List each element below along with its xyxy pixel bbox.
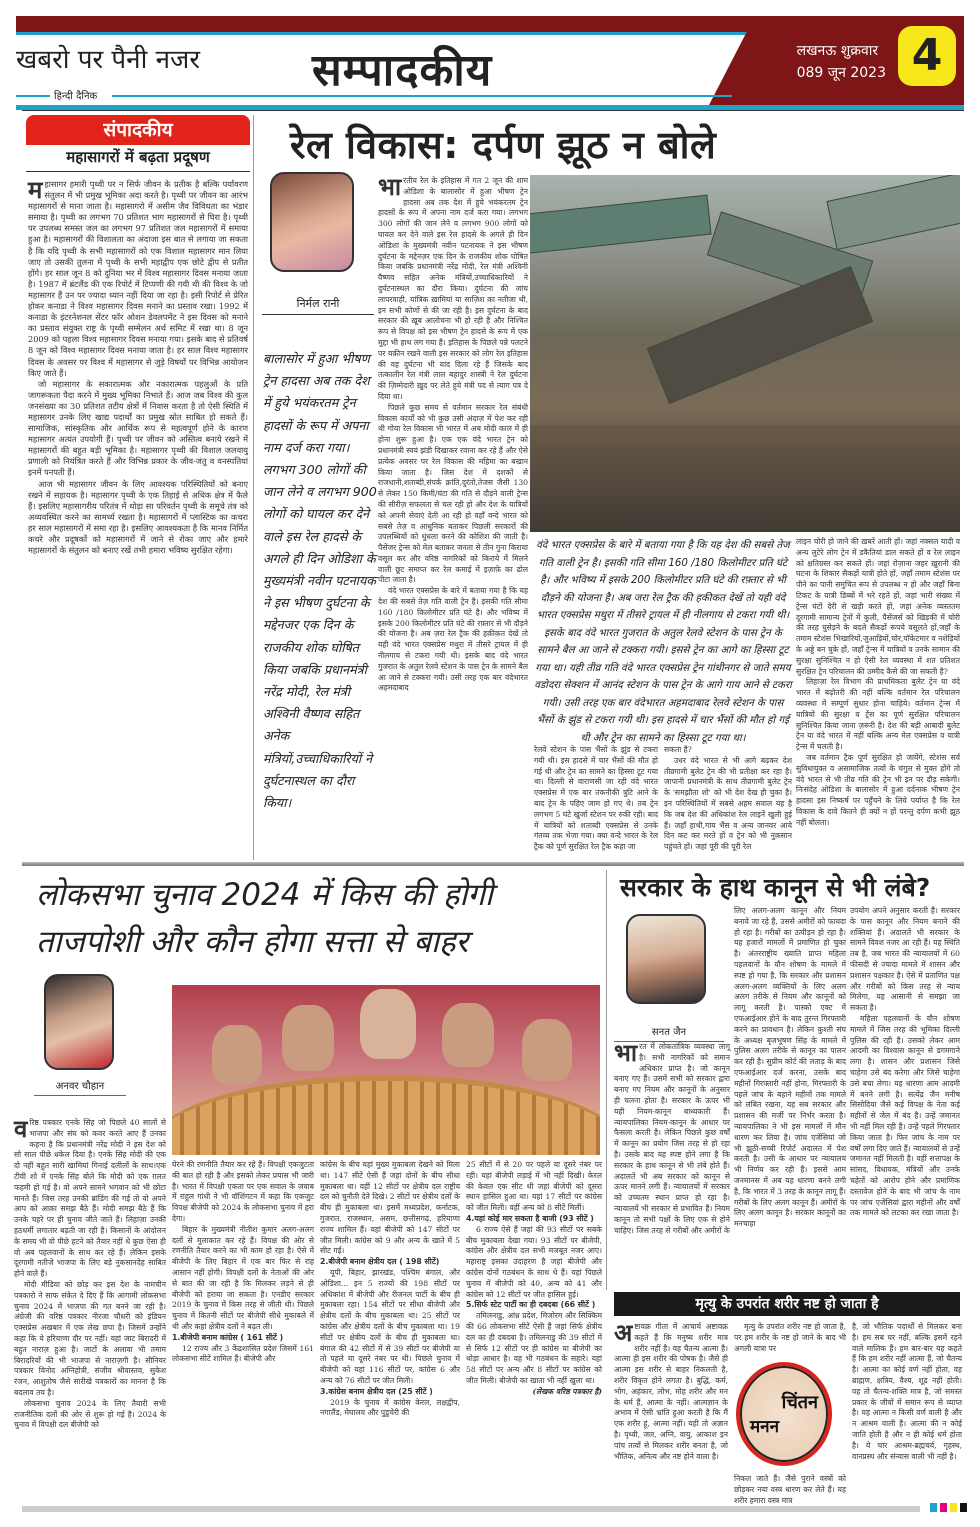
dateline-city-day: लखनऊ शुक्रवार xyxy=(796,43,879,59)
chintan-column: अष्टावक्र गीता में आचार्य अष्टावक्र कहते हैं कि मनुष्य शरीर मात्र शरीर नहीं है। वह चैतन्य आत्मा है। आत्मा ही इस शरीर की पोषक है। जैसे ही आत्मा इस शरीर से बाहर निकलती है, शरीर विकृत होने लगता है। बुद्धि, कर्म, भोग, अहंकार, लोभ, मोह शरीर और मन के धर्म हैं, आत्मा के नहीं। आत्मज्ञान के अभाव में ऐसी भ्रांति हुआ करती है कि मैं एक शरीर हूं, आत्मा नहीं। यही तो अज्ञान है। पृथ्वी, जल, अग्नि, वायु, आकाश इन पांच तत्वों से मिलकर शरीर बनता है, जो भौतिक, अनित्य और नष्ट होने वाला है। xyxy=(614,1319,728,1461)
loksabha-headline: लोकसभा चुनाव 2024 में किस की होगी ताजपोशी और कौन होगा सत्ता से बाहर xyxy=(36,877,493,960)
editorial-column xyxy=(22,115,254,860)
loksabha-column: 25 सीटों में से 20 पर पहले या दूसरे नंबर पर रही। यहां बीजेपी लड़ाई में भी नहीं दिखी। केरल की केवल एक सीट थी जहां बीजेपी को दूसरा स्थान हासिल हुआ था। यहां 17 सीटों पर कांग्रेस को जीत मिली। वहीं अन्य को 8 सीटें मिलीं। 4.यहां कोई मार सकता है बाजी (93 सीटें ) 6 राज्य ऐसे हैं जहां की 93 सीटों पर सबके बीच मुकाबला देखा गया। 93 सीटों पर बीजेपी, कांग्रेस और क्षेत्रीय दल सभी मजबूत नजर आए। महाराष्ट्र इसका उदाहरण है जहां बीजेपी और कांग्रेस दोनों गठबंधन के साथ थे हैं। यहां पिछले चुनाव में बीजेपी को 40, अन्य को 41 और कांग्रेस को 12 सीटों पर जीत हासिल हुई। 5.सिर्फ स्टेट पार्टी का ही दबदबा (66 सीटें ) तमिलनाडु, आंध्र प्रदेश, मिजोरम और सिक्किम की 66 लोकसभा सीटें ऐसी हैं जहां सिर्फ क्षेत्रीय दल का ही दबदबा है। तमिलनाडु की 39 सीटों में से सिर्फ 12 सीटों पर ही कांग्रेस या बीजेपी का थोड़ा आधार है। वह भी गठबंधन के सहारे। यहां 58 सीटों पर अन्य और 8 सीटों पर कांग्रेस को जीत मिली। बीजेपी का खाता भी नहीं खुला था। (लेखक वरिष्ठ पत्रकार है) xyxy=(466,1160,602,1396)
dropcap: भा xyxy=(614,1039,638,1067)
pull-quote: बालासोर में हुआ भीषण ट्रेन हादसा अब तक देश में हुये भयंकरतम ट्रेन हादसों के रूप में अपना नाम दर्ज करा गया। लगभग 300 लोगों की जान लेने व लगभग 900 लोगों को घायल कर देने वाले इस रेल हादसे के अगले ही दिन ओडिशा के मुख्यमंत्री नवीन पटनायक ने इस भीषण दुर्घटना के मद्देनजर एक दिन के राजकीय शोक घोषित किया जबकि प्रधानमंत्री नरेंद्र मोदी, रेल मंत्री अश्विनी वैष्णव सहित अनेक मंत्रियों,उच्चाधिकारियों ने दुर्घटनास्थल का दौरा किया। xyxy=(263,351,377,811)
sarkar-column: लिए अलग-अलग कानून और नियम बनाये जा रहे हैं, उससे अमीरों को फायदा हो रहा है। गरीबों का उत्पीड़न हो रहा है। यह हजारों मामलों में प्रमाणित हो चुका है। अंतरराष्ट्रीय ख्याति प्राप्त महिला पहलवानों के यौन शोषण के मामले में स्पष्ट हो गया है, कि सरकार और प्रशासन अलग-अलग व्यक्तियों के लिए अलग अलग तरीके से नियम और कानूनों को लागू करती है। पास्को एक्ट में एफआईआर होने के बाद तुरन्त गिरफ्तारी करने का प्रावधान है। लेकिन कुश्ती संघ के अध्यक्ष बृजभूषण सिंह के मामले में पुलिस अलग तरीके से कानून का पालन कर रही है। सुप्रीम कोर्ट की लताड़ के बाद एफआईआर दर्ज करना, उसके बाद महीनों गिरफ्तारी नहीं होना, गिरफ्तारी के पहले जांच के बहाने महीनों तक मामले को लंबित रखना, यह सब सरकार और प्रशासन की मर्जी पर निर्भर करता है। न्यायपालिका ने भी इस मामलों में मौन धारण कर लिया है। जांच एजेंसियां जो भी झूठी-सच्ची रिपोर्ट अदालत में पेश करती है। उसी के आधार पर न्यायालय भी निर्णय कर रही हैं। इससे आम जनमानस में अब यह धारणा बनने लगी है, कि भारत में 3 तरह के कानून लागू हैं। गरीबों के लिए अलग कानून हैं। अमीरों के लिए अलग कानून है। सरकार कानूनों का मनचाहा xyxy=(734,906,846,1229)
subheading: 4.यहां कोई मार सकता है बाजी (93 सीटें ) xyxy=(466,1213,594,1223)
paragraph: वंदे भारत एक्सप्रेस के बारे में बताया गया है कि यह देश की सबसे तेज़ गति वाली ट्रेन है। इसकी गति सीमा 160 /180 किलोमीटर प्रति घंटे है। और भविष्य में इसके 200 किलोमीटर प्रति घंटे की रफ़्तार से भी दौड़ने की योजना है। अब ज़रा रेल ट्रैक की हक़ीक़त देखें तो यही वंदे भारत एक्सप्रेस मथुरा में तीसरे ट्रायल में ही नीलगाय से टकरा गयी थी। इसके बाद वंदे भारत गुजरात के अतुल रेलवे स्टेशन के पास ट्रेन के सामने बैल आ जाने से टक्करा गयी। उसी तरह एक बार वंदेभारत अहमदाबाद xyxy=(378,586,528,693)
subheading: 5.सिर्फ स्टेट पार्टी का ही दबदबा (66 सीटें ) xyxy=(466,1300,596,1310)
dropcap: व xyxy=(14,1115,28,1143)
paragraph: 6 राज्य ऐसे हैं जहां की 93 सीटों पर सबके बीच मुकाबला देखा गया। 93 सीटों पर बीजेपी, कांग्रेस और क्षेत्रीय दल सभी मजबूत नजर आए। महाराष्ट्र इसका उदाहरण है जहां बीजेपी और कांग्रेस दोनों गठबंधन के साथ थे हैं। यहां पिछले चुनाव में बीजेपी को 40, अन्य को 41 और कांग्रेस को 12 सीटों पर जीत हासिल हुई। xyxy=(466,1224,602,1299)
sarkar-column: उपयोग अपने अनुसार करती है। सरकार के पास कानून और नियम बनाने की शक्तियां हैं। अदालतें भी सरकार के सामने विवश नजर आ रही हैं। यह स्थिति तब है, जब भारत की न्यायालयों में 60 फीसदी से ज्यादा मामले में शासन और प्रशासन पक्षकार है। ऐसे में प्रताणित पक्ष और गरीबों को किस तरह से न्याय मिलेगा, यह आसानी से समझा जा सकता है। महिला पहलवानों के यौन शोषण मामले में जिस तरह की भूमिका दिल्ली पुलिस की रही है। उसको लेकर आम आदमी का विश्वास कानून से डगमगाने लगा है। शासन और प्रशासन जिसे चाहेगा उसे बंद करेगा और जिसे चाहेगा उसे बचा लेगा। यह धारणा आम आदमी में बनने लगी है। सत्येंद्र जैन मनीष सिसोदिया जैसे कई विपक्ष के नेता कई महीनों से जेल में बंद है। उन्हें जमानत भी नहीं मिल रही है। उन्हें पहले गिरफ्तार किया जाता है। फिर जांच के नाम पर वर्षों लगा दिए जाते हैं। न्यायालयों से उन्हें जमानत नहीं मिलती है। वहीं सत्तापक्ष के सांसद, विधायक, मंत्रियों और उनके चहेतों को आरोप होने और प्रमाणिक दस्तावेज होने के बाद भी जांच के नाम पर जांच एजेंसियां द्वारा महीनों और वर्षों तक मामले को लटका कर रखा जाता है। xyxy=(850,906,961,1218)
section-divider xyxy=(22,862,964,866)
dropcap: भा xyxy=(378,173,402,201)
paragraph: महिला पहलवानों के यौन शोषण मामले में जिस तरह की भूमिका दिल्ली पुलिस की रही है। उसको लेकर आम आदमी का विश्वास कानून से डगमगाने लगा है। शासन और प्रशासन जिसे चाहेगा उसे बंद करेगा और जिसे चाहेगा उसे बचा लेगा। यह धारणा आम आदमी में बनने लगी है। सत्येंद्र जैन मनीष सिसोदिया जैसे कई विपक्ष के नेता कई महीनों से जेल में बंद है। उन्हें जमानत भी नहीं मिल रही है। उन्हें पहले गिरफ्तार किया जाता है। फिर जांच के नाम पर वर्षों लगा दिए जाते हैं। न्यायालयों से उन्हें जमानत नहीं मिलती है। वहीं सत्तापक्ष के सांसद, विधायक, मंत्रियों और उनके चहेतों को आरोप होने और प्रमाणिक दस्तावेज होने के बाद भी जांच के नाम पर जांच एजेंसियां द्वारा महीनों और वर्षों तक मामले को लटका कर रखा जाता है। xyxy=(850,1013,961,1218)
chintan-column: मृत्यु के उपरांत शरीर नष्ट हो जाता है, पर हम शरीर के नष्ट हो जाने के बाद भी अगली यात्रा पर xyxy=(734,1322,846,1353)
dateline-date: 089 जून 2023 xyxy=(796,65,886,81)
column-divider xyxy=(606,870,607,1290)
section-title: सम्पादकीय xyxy=(312,45,493,96)
newspaper-tagline: खबरो पर पैनी नजर xyxy=(16,45,200,75)
subheading: 2.बीजेपी बनाम क्षेत्रीय दल ( 198 सीटें) xyxy=(320,1257,440,1267)
parliament-building xyxy=(172,1075,600,1155)
paragraph: लिहाज़ा रेल विभाग की प्राथमिकता बुलेट ट्रेन या वंदे भारत में बढ़ोतरी की नहीं बल्कि वर्तमान रेल परिचालन व्यवस्था में सम्पूर्ण सुधार होना चाहिये। वर्तमान ट्रेन्स में यात्रियों की सुरक्षा व ट्रेंस का पूर्ण सुरक्षित परिचालन सुनिश्चित किया जाना ज़रूरी है। देश की बड़ी आबादी बुलेट ट्रेन या वंदे भारत में नहीं बल्कि अन्य मेल एक्सप्रेस व यात्री ट्रेन्स में चलती है। xyxy=(796,677,960,752)
author-signature: (लेखक वरिष्ठ पत्रकार है) xyxy=(532,1386,602,1396)
editorial-body: महासागर हमारी पृथ्वी पर न सिर्फ जीवन के प्रतीक है बल्कि पर्यावरण संतुलन में भी प्रमुख भूमिका अदा करते है। पृथ्वी पर जीवन का आरंभ महासागरों से माना जाता है। महासागरो में असीम जैव विविधता का भंडार समाया है। पृथ्वी का लगभग 70 प्रतिशत भाग महासागरों से घिरा है। पृथ्वी पर उपलब्ध समस्त जल का लगभग 97 प्रतिशत जल महासागरों में समाया हुआ है। महासागरों की विशालता का अंदाजा इस बात से लगाया जा सकता है कि यदि पृथ्वी के सभी महासागरों को एक विशाल महासागर मान लिया जाए तो उसकी तुलना में पृथ्वी के सभी महाद्वीप एक छोटे द्वीप से प्रतीत होंगे। हर साल जून 8 को दुनिया भर में विश्व महासागर दिवस मनाया जाता है। 1987 में ब्रंटलैंड की एक रिपोर्ट में टिप्पणी की गयी थी की विश्व के जो महासागर हैं उन पर ज्यादा ध्यान नहीं दिया जा रहा है। इसी रिपोर्ट से प्रेरित होकर कनाडा ने विश्व महासागर दिवस मनाने का प्रस्ताव रखा। 1992 में कनाडा के इंटरनेशनल सेंटर फॉर ओशन डेवलपमेंट ने इस दिवस को मनाने का प्रस्ताव संयुक्त राष्ट्र के पृथ्वी सम्मेलन अर्थ समिट में रखा था। 8 जून 2009 को पहला विश्व महासागर दिवस मनाया गया। इसके बाद से प्रतिवर्ष 8 जून को विश्व महासागर दिवस मनाया जाता है। हर साल विश्व महासागर दिवस के अवसर पर विश्व में महासागर से जुड़े विषयों पर विभिन्न आयोजन किए जाते हैं। जो महासागर के सकारात्मक और नकारात्मक पहलुओं के प्रति जागरूकता पैदा करने में मुख्य भूमिका निभाते हैं। आज जब विश्व की कुल जनसंख्या का 30 प्रतिशत तटीय क्षेत्रों में निवास करता है तो ऐसी स्थिति में महासागर उनके लिए खाद्य पदार्थों का प्रमुख स्रोत साबित हो सकते हैं। सामाजिक, सांस्कृतिक और आर्थिक रूप से महत्वपूर्ण होने के कारण महासागर अत्यंत उपयोगी हैं। पृथ्वी पर जीवन को अस्तित्व बनाये रखने में महासागरों की बहुत बड़ी भूमिका है। महासागर पृथ्वी की विशाल जलवायु प्रणाली को नियंत्रित करते हैं और विभिन्न प्रकार के जीव-जंतु व वनस्पतियां इनमें पनपती हैं। आज भी महासागर जीवन के लिए आवश्यक परिस्थितियों को बनाए रखने में सहायक है। महासागर पृथ्वी के एक तिहाई से अधिक क्षेत्र में फैले हैं। इसलिए महासागरीय परितंत्र में थोड़ा सा परिवर्तन पृथ्वी के समूचे तंत्र को अव्यवस्थित करने का सामर्थ्य रखता है। महासागरों में प्लास्टिक का कचरा हर साल महासागरों में समा रहा है। इसलिए आवश्यकता है कि मानव निर्मित कचरे और प्रदूषकों को महासागरों में जाने से रोका जाए और हमारे महासागरों के संतुलन को बनाए रखें तभी हमारा भविष्य सुरक्षित रहेगा। xyxy=(28,176,248,556)
sarkar-column: भारत में लोकतांत्रिक व्यवस्था लागू है। सभी नागरिकों को समान अधिकार प्राप्त है। जो कानून बनाए गए हैं। उसमें सभी को सरकार द्वारा बनाए गए नियम और कानूनों के अनुसार ही चलना होता है। सरकार के ऊपर भी यही नियम-कानून बाध्यकारी हैं। न्यायपालिका नियम-कानून के आधार पर फैसला करती है। लेकिन पिछले कुछ वर्षों में कानून का प्रयोग जिस तरह से हो रहा है। उसके बाद यह स्पष्ट होने लगा है कि सरकार के हाथ कानून से भी लंबे होते हैं। अदालतें भी अब सरकार को कानून से ऊपर मानने लगी हैं। न्यायालयों में सरकार को उच्चतम स्थान प्राप्त हो रहा है। न्यायालयें भी सरकार से प्रभावित हैं। नियम कानून तो सभी पक्षों के लिए एक से होने चाहिए। जिस तरह से गरीबों और अमीरों के xyxy=(614,1039,730,1235)
author-photo-nirmal-rani xyxy=(270,172,354,272)
chintan-column: है, जो भौतिक पदार्थों से मिलकर बना है। हम सब घर नहीं, बल्कि इसमें रहने वाले मालिक हैं। हम बार-बार यह कहते हैं कि हम शरीर नहीं आत्मा हैं, जो चैतन्य है। आत्मा का कोई वर्ण नहीं होता, वह ब्राह्मण, क्षत्रिय, वैश्य, शूद्र नहीं होती। वह तो चैतन्य-शक्ति मात्र है, जो समस्त प्रकार के जीवों में समान रूप से व्याप्त है। यह आत्मा न किसी वर्ण वाली है और न आश्रम वाली है। आत्मा की न कोई जाति होती है और न ही कोई धर्म होता है। ये चार आश्रम-ब्रह्मचर्य, गृहस्थ, वानप्रस्थ और संन्यास वाली भी नहीं है। xyxy=(852,1322,962,1461)
author-name: निर्मल रानी xyxy=(262,296,374,315)
editorial-headline: महासागरों में बढ़ता प्रदूषण xyxy=(26,147,250,172)
author-name: अनवर चौहान xyxy=(34,1078,126,1096)
footer-rule xyxy=(22,1506,920,1512)
registration-mark-cyan xyxy=(930,1503,937,1512)
paragraph: आज भी महासागर जीवन के लिए आवश्यक परिस्थितियों को बनाए रखने में सहायक है। महासागर पृथ्वी के एक तिहाई से अधिक क्षेत्र में फैले हैं। इसलिए महासागरीय परितंत्र में थोड़ा सा परिवर्तन पृथ्वी के समूचे तंत्र को अव्यवस्थित करने का सामर्थ्य रखता है। महासागरों में प्लास्टिक का कचरा हर साल महासागरों में समा रहा है। इसलिए आवश्यकता है कि मानव निर्मित कचरे और प्रदूषकों को महासागरों में जाने से रोका जाए और हमारे महासागरों के संतुलन को बनाए रखें तभी हमारा भविष्य सुरक्षित रहेगा। xyxy=(28,478,248,556)
subheading: 3.कांग्रेस बनाम क्षेत्रीय दल (25 सीटें ) xyxy=(320,1386,433,1396)
rail-article-column: सकता है? उधर वंदे भारत से भी आगे बढ़कर देश तीव्रगामी बुलेट ट्रेन की भी प्रतीक्षा कर रहा है। जापानी प्रधानमंत्री के साथ तीव्रगामी बुलेट ट्रेन के 'समझौता शो' को भी देश देख ही चुका है। इन परिस्थितियों में सबसे अहम सवाल यह है कि जब देश की अधिकांश रेल लाइनें खुली हुई हैं। जहाँ हाथी,गाय भैंस व अन्य जानवर आये दिन कट कर मरते हों व ट्रेन को भी नुक़सान पहुंचते हों। जहां पूरी की पूरी रेल xyxy=(664,745,792,852)
rail-article-headline: रेल विकास: दर्पण झूठ न बोले xyxy=(290,123,717,167)
paragraph: बिहार के मुख्यमंत्री नीतीश कुमार अलग-अलग दलों से मुलाकात कर रहे हैं। विपक्ष की ओर से रणनीति तैयार करने का भी काम हो रहा है। ऐसे में बीजेपी के लिए बिहार में एक बार फिर से राह आसान नहीं होगी। विपक्षी दलों के नेताओं की ओर से बात की जा रही है कि मिलकर लड़ने से ही बीजेपी को हराया जा सकता है। एनडीए सरकार 2019 के चुनाव में किस तरह से जीती थी। पिछले चुनाव में कितनी सीटों पर बीजेपी सीधे मुकाबले में थी और कहां क्षेत्रीय दलों ने बढ़त ली। xyxy=(172,1224,314,1331)
registration-mark-black xyxy=(960,1503,967,1512)
loksabha-column: वरिष्ठ पत्रकार एनके सिंह जो पिछले 40 सालों से भाजपा और संघ को कवर करते आए हैं उनका कहना है कि प्रधानमंत्री नरेंद्र मोदी ने इस देश को सो साल पीछे धकेल दिया है। एनके सिंह मोदी की एक दो नहीं बहुत सारी खामियां गिनाई दलीलों के साथ।एक टीवी शो में एनके सिंह बोले कि मोदी को एक ग़लत फहमी हो गई है। वो अपने सामने भगवान को भी छोटा मानते हैं। जिस तरह उनकी ब्रांडिंग की गई तो वो अपने आप को आक़ा समझ बैठे हैं। मोदी समझ बैठे हैं कि उनके चहरे पर ही चुनाव जीते जाते हैं। लिहाज़ा उनकी हठधर्मी लगातार बढ़ती जा रही है। किसानों के आंदोलन के समय भी वो पीछे हटने को तैयार नहीं थे कुछ ऐसा ही वो अब पहलवानों के साथ कर रहे हैं। लेकिन इसके दूरगामी नतीजे भाजपा के लिए बड़े नुकसानदेह साबित होने वाले हैं। मोदी मीडिया को छोड़ कर इस देश के नामचीन पत्रकारो ने साफ संकेत दे दिए हैं कि आगामी लोकसभा चुनाव 2024 में भाजपा की गत बनने जा रही है। अंग्रेजी की वरिष्ठ पत्रकार नीरजा चौधरी को इंडियन एक्सप्रेस अखबार में एक लेख छपा है। जिसमें उन्होंने कहा कि ये हरियाणा दौर पर नहीं। यहां जाट बिरादरी में बहुत नाराज़ हुआ है। जाटों के अलावा भी तमाम बिरादरियों की भी भाजपा से नाराज़गी है। सीनियर पत्रकार विनोद अग्निहोत्री, संजीव श्रीवास्तव, सुकेश रंजन, आशुतोष जैसे सारीखे पत्रकारों का मानना है कि बदलाव तय है। लोकसभा चुनाव 2024 के लिए तैयारी सभी राजनीतिक दलों की ओर से शुरू हो गई है। 2024 के चुनाव में विपक्षी दल बीजेपी को xyxy=(14,1115,166,1430)
paragraph: यूपी, बिहार, झारखंड, पश्चिम बंगाल, और ओडिशा... इन 5 राज्यों की 198 सीटों पर अधिकांश में बीजेपी और रीजनल पार्टी के बीच ही मुकाबला रहा। 154 सीटों पर सीधा बीजेपी और क्षेत्रीय दलों के बीच मुकाबला था। 25 सीटों पर कांग्रेस और क्षेत्रीय दलों के बीच मुकाबला था। 19 सीटों पर क्षेत्रीय दलों के बीच ही मुकाबला था। बंगाल की 42 सीटों में से 39 सीटों पर बीजेपी या तो पहले या दूसरे नंबर पर थी। पिछले चुनाव में बीजेपी को यहां 116 सीटों पर, कांग्रेस 6 और अन्य को 76 सीटों पर जीत मिली। xyxy=(320,1267,460,1385)
editorial-badge: संपादकीय xyxy=(26,115,250,145)
author-photo-anwar-chauhan xyxy=(44,974,114,1070)
registration-mark-yellow xyxy=(950,1503,957,1512)
chintan-headline: मृत्यु के उपरांत शरीर नष्ट हो जाता है xyxy=(614,1292,960,1316)
page-number-badge: 4 xyxy=(898,26,956,86)
paragraph: मोदी मीडिया को छोड़ कर इस देश के नामचीन पत्रकारो ने साफ संकेत दे दिए हैं कि आगामी लोकसभा चुनाव 2024 में भाजपा की गत बनने जा रही है। अंग्रेजी की वरिष्ठ पत्रकार नीरजा चौधरी को इंडियन एक्सप्रेस अखबार में एक लेख छपा है। जिसमें उन्होंने कहा कि ये हरियाणा दौर पर नहीं। यहां जाट बिरादरी में बहुत नाराज़ हुआ है। जाटों के अलावा भी तमाम बिरादरियों की भी भाजपा से नाराज़गी है। सीनियर पत्रकार विनोद अग्निहोत्री, संजीव श्रीवास्तव, सुकेश रंजन, आशुतोष जैसे सारीखे पत्रकारों का मानना है कि बदलाव तय है। xyxy=(14,1279,166,1397)
masthead xyxy=(16,16,964,110)
dateline xyxy=(797,40,886,84)
rail-article-column: लाइन चोरी हो जाने की ख़बरें आती हों। जहां नक्सल यादी व अन्य लुटेरे लोग ट्रेन में डकैतियां डाल सकते हों व रेल लाइन को क्षतिग्रस्त कर सकते हों। जहां रोज़ाना जहर ख़ुरानी की घटना के शिकार सैकड़ों यात्री होते हों, जहाँ तमाम स्टेशंस पर पीने का पानी समुचित रूप से उपलब्ध न हो और जहाँ बिना टिकट के यात्री डिब्बों में भरे रहते हों, जहां भारी संख्या में ट्रेन्स घंटों देरी से खड़ी करते हों, जहां अनेक व्यस्ततम दूरगामी सामान्य ट्रेनों में कुली, पैसेंजर्स को खिड़की में चोरी की तरह घुसेड़ने के बदले सैकड़ों रूपये वसूलते हों,जहाँ के तमाम स्टेशंस भिखारियों,जुआड़ियों,चोर,पॉकेटमार व नशेड़ियों के अड्डे बन चुके हों, जहाँ ट्रेन्स में यात्रियों व उनके सामान की सुरक्षा सुनिश्चित न हो ऐसी रेल व्यवस्था में शत प्रतिशत सुरक्षित ट्रेन परिचालन की उम्मीद कैसे की जा सकती है? लिहाज़ा रेल विभाग की प्राथमिकता बुलेट ट्रेन या वंदे भारत में बढ़ोतरी की नहीं बल्कि वर्तमान रेल परिचालन व्यवस्था में सम्पूर्ण सुधार होना चाहिये। वर्तमान ट्रेन्स में यात्रियों की सुरक्षा व ट्रेंस का पूर्ण सुरक्षित परिचालन सुनिश्चित किया जाना ज़रूरी है। देश की बड़ी आबादी बुलेट ट्रेन या वंदे भारत में नहीं बल्कि अन्य मेल एक्सप्रेस व यात्री ट्रेन्स में चलती है। जब वर्तमान ट्रैक पूर्ण सुरक्षित हो जायेंगे, स्टेशंस सर्व सुविधायुक्त व असामाजिक तत्वों के चंगुल से मुक्त होंगे तो वंदे भारत से भी तीव्र गति की ट्रेन भी इन पर दौड़ सकेगी। निःसंदेह ओडिशा के बालासोर में हुआ दर्दनाक भीषण ट्रेन हादसा इस निष्कर्ष पर पहुँचने के लिये पर्याप्त है कि रेल विकास के दावे कितने ही क्यों न हों परन्तु दर्पण कभी झूठ नहीं बोलता। xyxy=(796,537,960,827)
pull-quote: वंदे भारत एक्सप्रेस के बारे में बताया गया है कि यह देश की सबसे तेज गति वाली ट्रेन है। इसकी गति सीमा 160 /180 किलोमीटर प्रति घंटे है। और भविष्य में इसके 200 किलोमीटर प्रति घंटे की रफ़्तार से भी दौड़ने की योजना है। अब जरा रेल ट्रैक की हकीकत देखें तो यही वंदे भारत एक्सप्रेस मथुरा में तीसरे ट्रायल में ही नीलगाय से टकरा गयी थी। इसके बाद वंदे भारत गुजरात के अतुल रेलवे स्टेशन के पास ट्रेन के सामने बैल आ जाने से टक्करा गयी। इससे ट्रेन का आगे का हिस्सा टूट गया था। यही तीव्र गति वंदे भारत एक्सप्रेस ट्रेन गांधीनगर से जाते समय वडोदरा सेक्शन में आनंद स्टेशन के पास ट्रेन के आगे गाय आने से टकरा गयी। उसी तरह एक बार वंदेभारत अहमदाबाद रेलवे स्टेशन के पास भैंसों के झुंड से टकरा गयी थी। इस हादसे में चार भैंसों की मौत हो गई थी और ट्रेन का सामने का हिस्सा टूट गया था। xyxy=(534,540,792,744)
newspaper-subtitle: हिन्दी दैनिक xyxy=(50,88,101,102)
loksabha-column: घेरने की रणनीति तैयार कर रहे हैं। विपक्षी एकजुटता की बात हो रही है और इसको लेकर प्रयास भी जारी है। भारत में विपक्षी एकता पर एक सवाल के जवाब में राहुल गांधी ने भी वॉशिंगटन में कहा कि एकजुट विपक्ष बीजेपी को 2024 के लोकसभा चुनाव में हरा देगा। बिहार के मुख्यमंत्री नीतीश कुमार अलग-अलग दलों से मुलाकात कर रहे हैं। विपक्ष की ओर से रणनीति तैयार करने का भी काम हो रहा है। ऐसे में बीजेपी के लिए बिहार में एक बार फिर से राह आसान नहीं होगी। विपक्षी दलों के नेताओं की ओर से बात की जा रही है कि मिलकर लड़ने से ही बीजेपी को हराया जा सकता है। एनडीए सरकार 2019 के चुनाव में किस तरह से जीती थी। पिछले चुनाव में कितनी सीटों पर बीजेपी सीधे मुकाबले में थी और कहां क्षेत्रीय दलों ने बढ़त ली। 1.बीजेपी बनाम कांग्रेस ( 161 सीटें ) 12 राज्य और 3 केंद्रशासित प्रदेश जिसमें 161 लोकसभा सीटें शामिल हैं। बीजेपी और xyxy=(172,1160,314,1364)
rail-article-column: रेलवे स्टेशन के पास भैंसों के झुंड से टकरा गयी थी। इस हादसे में चार भैंसों की मौत हो गई थी और ट्रेन का सामने का हिस्सा टूट गया था। दिल्ली से वाराणसी जा रही वंदे भारत एक्सप्रेस में एक बार तकनीकी त्रुटि आने के बाद ट्रेन के पहिए जाम हो गए थे। तब ट्रेन लगभग 5 घंटे खुर्जा स्टेशन पर रुकी रही। बाद में यात्रियों को शताब्दी एक्सप्रेस से उनके गंतव्य तक भेजा गया। क्या वन्दे भारत के रेल ट्रैक को पूर्ण सुरक्षित रेल ट्रैक कहा जा xyxy=(534,745,658,852)
registration-mark-magenta xyxy=(940,1503,947,1512)
author-photo-sanat-jain xyxy=(626,914,706,1004)
paragraph: लोकसभा चुनाव 2024 के लिए तैयारी सभी राजनीतिक दलों की ओर से शुरू हो गई है। 2024 के चुनाव में विपक्षी दल बीजेपी को xyxy=(14,1398,166,1430)
chintan-column: निकल जाते हैं। जैसे पुराने वस्त्रों को छोड़कर नया वस्त्र धारण कर लेते हैं। यह शरीर हमारा वस्त्र मात्र xyxy=(734,1474,846,1505)
loksabha-column: कांग्रेस के बीच यहां मुख्य मुकाबला देखने को मिला था। 147 सीटें ऐसी हैं जहां दोनों के बीच सीधा मुकाबला था। वहीं 12 सीटों पर क्षेत्रीय दल राष्ट्रीय दल को चुनौती देते दिखे। 2 सीटों पर क्षेत्रीय दलों के बीच ही मुकाबला था। इसमें मध्यप्रदेश, कर्नाटक, गुजरात, राजस्थान, असम, छत्तीसगढ़, हरियाणा राज्य शामिल हैं। यहां बीजेपी को 147 सीटों पर जीत मिली। कांग्रेस को 9 और अन्य के खाते में 5 सीट गईं। 2.बीजेपी बनाम क्षेत्रीय दल ( 198 सीटें) यूपी, बिहार, झारखंड, पश्चिम बंगाल, और ओडिशा... इन 5 राज्यों की 198 सीटों पर अधिकांश में बीजेपी और रीजनल पार्टी के बीच ही मुकाबला रहा। 154 सीटों पर सीधा बीजेपी और क्षेत्रीय दलों के बीच मुकाबला था। 25 सीटों पर कांग्रेस और क्षेत्रीय दलों के बीच मुकाबला था। 19 सीटों पर क्षेत्रीय दलों के बीच ही मुकाबला था। बंगाल की 42 सीटों में से 39 सीटों पर बीजेपी या तो पहले या दूसरे नंबर पर थी। पिछले चुनाव में बीजेपी को यहां 116 सीटों पर, कांग्रेस 6 और अन्य को 76 सीटों पर जीत मिली। 3.कांग्रेस बनाम क्षेत्रीय दल (25 सीटें ) 2019 के चुनाव में कांग्रेस केरल, लक्षद्वीप, नगालैंड, मेघालय और पुडुचेरी की xyxy=(320,1160,460,1418)
paragraph: पिछले कुछ समय से वर्तमान सरकार रेल संबंधी विकास कार्यों को भी कुछ उसी अंदाज़ में पेश कर रही थी गोया रेल विकास भी भारत में अब मोदी काल में ही होना शुरू हुआ है। एक एक वंदे भारत ट्रेन को प्रधानमंत्री स्वयं झंडी दिखाकर रवाना कर रहे हैं और ऐसे प्रत्येक अवसर पर रेल विकास की महिमा का बखान किया जाता है। जिस देश में दशकों से राजधानी,शताब्दी,संपर्क क्रांति,दुरंतो,तेजस जैसी 130 से लेकर 150 किमी/घंटा की गति से दौड़ने वाली ट्रेन्स की सीरीज़ सफलता से चल रही हो और देश के यात्रियों को अपनी सेवाएं देती आ रही हो वहाँ वन्दे भारत को सबसे तेज़ व आधुनिक बताकर पिछली सरकारों की उपलब्धियों को धुंधला करने की कोशिश की जाती है। पैसेंजर ट्रेन्स को मेल बताकर जनता से तीन गुना किराया वसूल कर और वरिष्ठ नागरिकों को किराये में मिलने वाली छूट समाप्त कर रेल कमाई में इज़ाफ़े का ढोल पीटा जाता है। xyxy=(378,402,528,585)
rail-article-column: भारतीय रेल के इतिहास में गत 2 जून की शाम ओडिशा के बालासोर में हुआ भीषण ट्रेन हादसा अब तक देश में हुये भयंकरतम ट्रेन हादसों के रूप में अपना नाम दर्ज करा गया। लगभग 300 लोगों की जान लेने व लगभग 900 लोगों को घायल कर देने वाले इस रेल हादसे के अगले ही दिन ओडिशा के मुख्यमंत्री नवीन पटनायक ने इस भीषण दुर्घटना के मद्देनज़र एक दिन के राजकीय शोक घोषित किया जबकि प्रधानमंत्री नरेंद्र मोदी, रेल मंत्री अश्विनी वैष्णव सहित अनेक मंत्रियों,उच्चाधिकारियों ने दुर्घटनास्थल का दौरा किया। दुर्घटना की जांच लापरवाही, यांत्रिक ख़ामियां या साज़िश का नतीजा थी, इन सभी कोणों से की जा रही है। इस दुर्घटना के बाद सरकार की ख़ूब आलोचना भी हो रही है और निश्चित रूप से विपक्ष को इस भीषण ट्रेन हादसे के रूप में एक मुद्दा भी हाथ लग गया है। इतिहास के पिछले पन्ने पलटने पर यक़ीन रखने वाली इस सरकार को लोग रेल इतिहास की वह दुर्घटना भी याद दिला रहे हैं जिसके बाद तत्कालीन रेल मंत्री लाल बहादुर शास्त्री ने रेल दुर्घटना की ज़िम्मेदारी ख़ुद पर लेते हुये मंत्री पद से त्याग पत्र दे दिया था। पिछले कुछ समय से वर्तमान सरकार रेल संबंधी विकास कार्यों को भी कुछ उसी अंदाज़ में पेश कर रही थी गोया रेल विकास भी भारत में अब मोदी काल में ही होना शुरू हुआ है। एक एक वंदे भारत ट्रेन को प्रधानमंत्री स्वयं झंडी दिखाकर रवाना कर रहे हैं और ऐसे प्रत्येक अवसर पर रेल विकास की महिमा का बखान किया जाता है। जिस देश में दशकों से राजधानी,शताब्दी,संपर्क क्रांति,दुरंतो,तेजस जैसी 130 से लेकर 150 किमी/घंटा की गति से दौड़ने वाली ट्रेन्स की सीरीज़ सफलता से चल रही हो और देश के यात्रियों को अपनी सेवाएं देती आ रही हो वहाँ वन्दे भारत को सबसे तेज़ व आधुनिक बताकर पिछली सरकारों की उपलब्धियों को धुंधला करने की कोशिश की जाती है। पैसेंजर ट्रेन्स को मेल बताकर जनता से तीन गुना किराया वसूल कर और वरिष्ठ नागरिकों को किराये में मिलने वाली छूट समाप्त कर रेल कमाई में इज़ाफ़े का ढोल पीटा जाता है। वंदे भारत एक्सप्रेस के बारे में बताया गया है कि यह देश की सबसे तेज़ गति वाली ट्रेन है। इसकी गति सीमा 160 /180 किलोमीटर प्रति घंटे है। और भविष्य में इसके 200 किलोमीटर प्रति घंटे की रफ़्तार से भी दौड़ने की योजना है। अब ज़रा रेल ट्रैक की हक़ीक़त देखें तो यही वंदे भारत एक्सप्रेस मथुरा में तीसरे ट्रायल में ही नीलगाय से टकरा गयी थी। इसके बाद वंदे भारत गुजरात के अतुल रेलवे स्टेशन के पास ट्रेन के सामने बैल आ जाने से टक्करा गयी। उसी तरह एक बार वंदेभारत अहमदाबाद xyxy=(378,173,528,693)
paragraph: उधर वंदे भारत से भी आगे बढ़कर देश तीव्रगामी बुलेट ट्रेन की भी प्रतीक्षा कर रहा है। जापानी प्रधानमंत्री के साथ तीव्रगामी बुलेट ट्रेन के 'समझौता शो' को भी देश देख ही चुका है। इन परिस्थितियों में सबसे अहम सवाल यह है कि जब देश की अधिकांश रेल लाइनें खुली हुई हैं। जहाँ हाथी,गाय भैंस व अन्य जानवर आये दिन कट कर मरते हों व ट्रेन को भी नुक़सान पहुंचते हों। जहां पूरी की पूरी रेल xyxy=(664,755,792,852)
chintan-manan-logo: चिंतन मनन xyxy=(736,1362,832,1466)
dropcap: अ xyxy=(614,1319,633,1347)
paragraph: जब वर्तमान ट्रैक पूर्ण सुरक्षित हो जायेंगे, स्टेशंस सर्व सुविधायुक्त व असामाजिक तत्वों के चंगुल से मुक्त होंगे तो वंदे भारत से भी तीव्र गति की ट्रेन भी इन पर दौड़ सकेगी। निःसंदेह ओडिशा के बालासोर में हुआ दर्दनाक भीषण ट्रेन हादसा इस निष्कर्ष पर पहुँचने के लिये पर्याप्त है कि रेल विकास के दावे कितने ही क्यों न हों परन्तु दर्पण कभी झूठ नहीं बोलता। xyxy=(796,752,960,827)
divider xyxy=(22,110,964,111)
paragraph: 2019 के चुनाव में कांग्रेस केरल, लक्षद्वीप, नगालैंड, मेघालय और पुडुचेरी की xyxy=(320,1397,460,1418)
paragraph: तमिलनाडु, आंध्र प्रदेश, मिजोरम और सिक्किम की 66 लोकसभा सीटें ऐसी हैं जहां सिर्फ क्षेत्रीय दल का ही दबदबा है। तमिलनाडु की 39 सीटों में से सिर्फ 12 सीटों पर ही कांग्रेस या बीजेपी का थोड़ा आधार है। वह भी गठबंधन के सहारे। यहां 58 सीटों पर अन्य और 8 सीटों पर कांग्रेस को जीत मिली। बीजेपी का खाता भी नहीं खुला था। xyxy=(466,1311,602,1385)
sarkar-headline: सरकार के हाथ कानून से भी लंबे? xyxy=(620,873,931,902)
dropcap: म xyxy=(28,176,43,204)
subheading: 1.बीजेपी बनाम कांग्रेस ( 161 सीटें ) xyxy=(172,1332,284,1342)
author-name: सनत जैन xyxy=(614,1024,724,1042)
train-accident-photo xyxy=(530,175,960,532)
paragraph: जो महासागर के सकारात्मक और नकारात्मक पहलुओं के प्रति जागरूकता पैदा करने में मुख्य भूमिका निभाते हैं। आज जब विश्व की कुल जनसंख्या का 30 प्रतिशत तटीय क्षेत्रों में निवास करता है तो ऐसी स्थिति में महासागर उनके लिए खाद्य पदार्थों का प्रमुख स्रोत साबित हो सकते हैं। सामाजिक, सांस्कृतिक और आर्थिक रूप से महत्वपूर्ण होने के कारण महासागर अत्यंत उपयोगी हैं। पृथ्वी पर जीवन को अस्तित्व बनाये रखने में महासागरों की बहुत बड़ी भूमिका है। महासागर पृथ्वी की विशाल जलवायु प्रणाली को नियंत्रित करते हैं और विभिन्न प्रकार के जीव-जंतु व वनस्पतियां इनमें पनपती हैं। xyxy=(28,378,248,478)
political-leaders-parliament-photo xyxy=(172,985,600,1155)
paragraph: 12 राज्य और 3 केंद्रशासित प्रदेश जिसमें 161 लोकसभा सीटें शामिल हैं। बीजेपी और xyxy=(172,1343,314,1364)
